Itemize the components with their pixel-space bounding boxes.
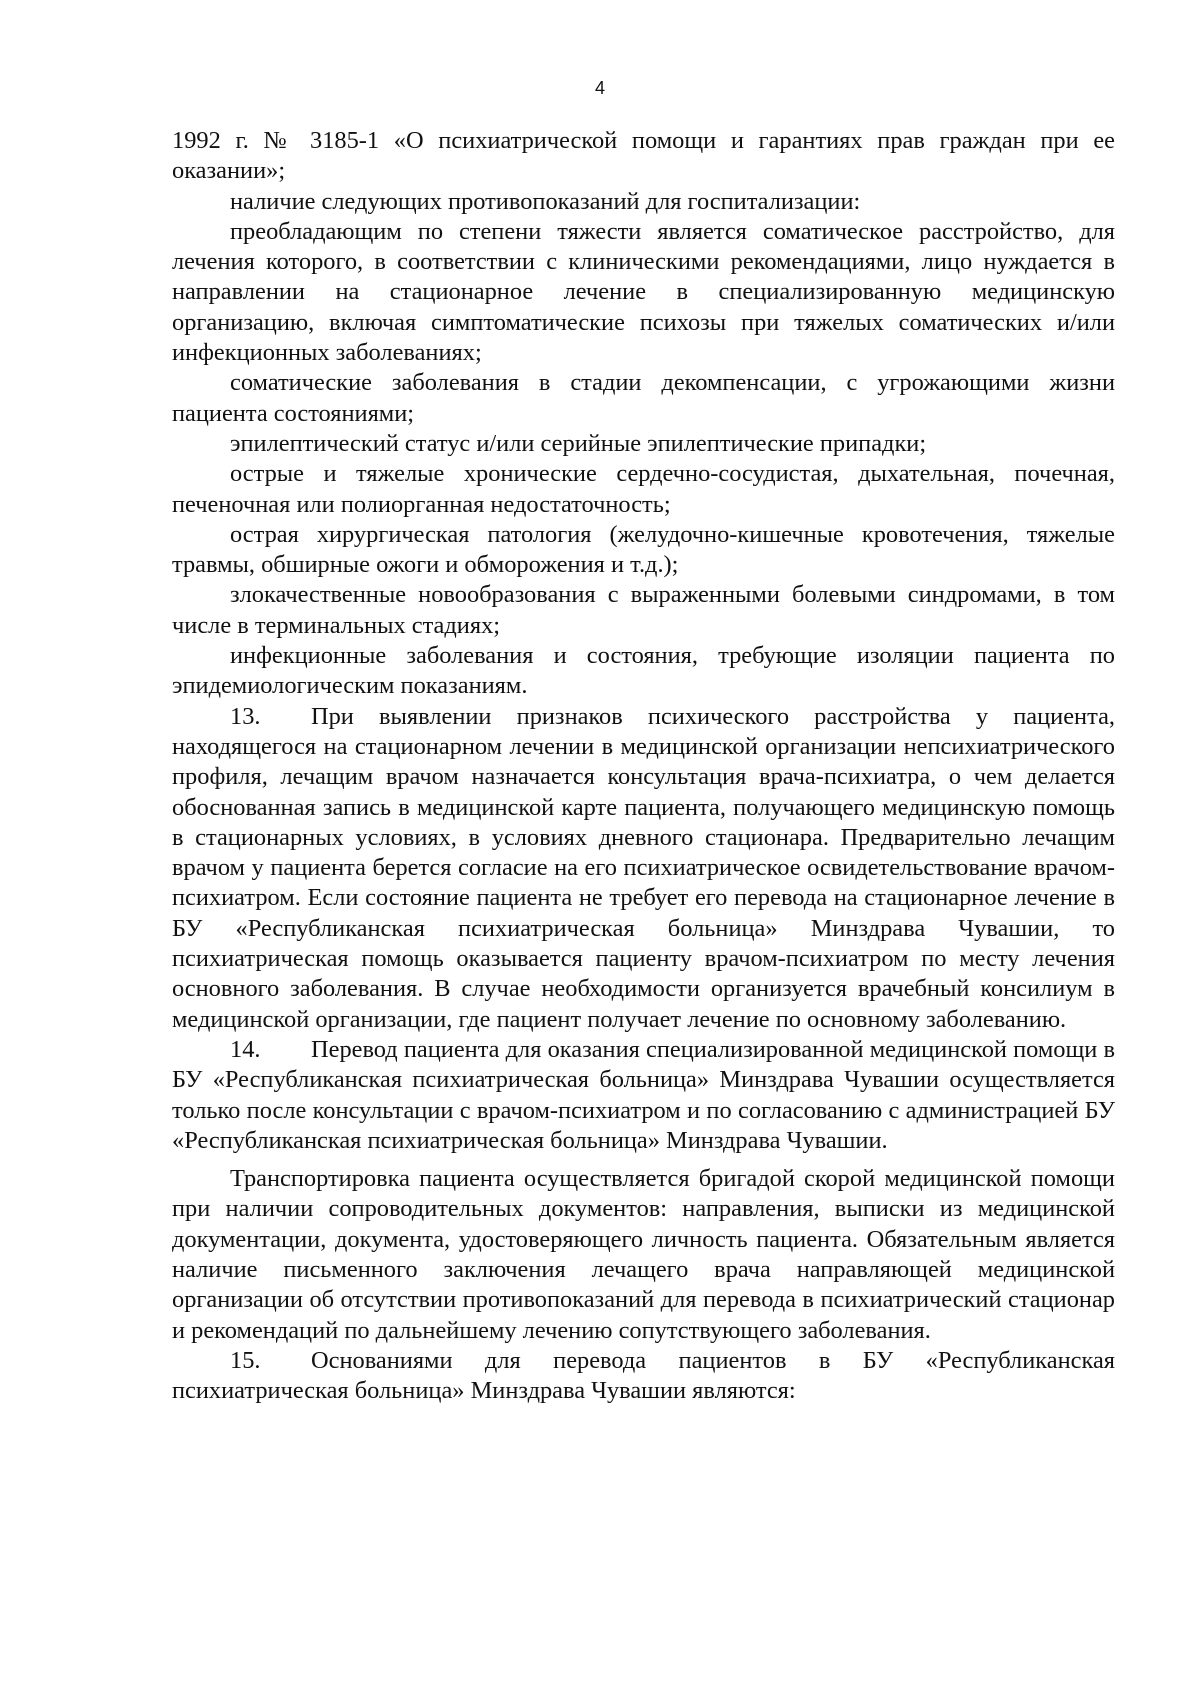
document-body bbox=[172, 126, 1115, 1406]
clause-text: При выявлении признаков психического расстройства у пациента, находящегося на стационарном лечении в медицинской организации непсихиатрического профиля, лечащим врачом назначается консультация врача-психиатра, о чем делается обоснованная запись в медицинской карте пациента, получающего медицинскую помощь в стационарных условиях, в условиях дневного стационара. Предварительно лечащим врачом у пациента берется согласие на его психиатрическое освидетельствование врачом-психиатром. Если состояние пациента не требует его перевода на стационарное лечение в БУ «Республиканская психиатрическая больница» Минздрава Чувашии, то психиатрическая помощь оказывается пациенту врачом-психиатром по месту лечения основного заболевания. В случае необходимости организуется врачебный консилиум в медицинской организации, где пациент получает лечение по основному заболеванию. bbox=[172, 702, 1115, 1033]
clause-text: Основаниями для перевода пациентов в БУ «Республиканская психиатрическая больница» Минздрава Чувашии являются: bbox=[172, 1346, 1115, 1405]
paragraph-decompensation: соматические заболевания в стадии декомпенсации, с угрожающими жизни пациента состояниями; bbox=[172, 369, 1115, 427]
clause-15 bbox=[172, 1346, 1115, 1407]
clause-14 bbox=[172, 1035, 1115, 1156]
paragraph-epileptic-status: эпилептический статус и/или серийные эпилептические припадки; bbox=[230, 429, 927, 457]
paragraph-transportation: Транспортировка пациента осуществляется бригадой скорой медицинской помощи при наличии сопроводительных документов: направления, выписки из медицинской документации, документа, удостоверяющего личность пациента. Обязательным является наличие письменного заключения лечащего врача направляющей медицинской организации об отсутствии противопоказаний для перевода в психиатрический стационар и рекомендаций по дальнейшему лечению сопутствующего заболевания. bbox=[172, 1165, 1115, 1344]
paragraph-infectious-diseases: инфекционные заболевания и состояния, требующие изоляции пациента по эпидемиологическим показаниям. bbox=[172, 642, 1115, 700]
clause-number: 15. bbox=[230, 1346, 261, 1374]
paragraph-surgical-pathology: острая хирургическая патология (желудочно-кишечные кровотечения, тяжелые травмы, обширные ожоги и обморожения и т.д.); bbox=[172, 520, 1115, 579]
clause-13 bbox=[172, 702, 1115, 1035]
paragraph-law-reference: 1992 г. № 3185-1 «О психиатрической помощи и гарантиях прав граждан при ее оказании»; bbox=[172, 127, 1115, 185]
paragraph-contraindications-intro: наличие следующих противопоказаний для госпитализации: bbox=[230, 187, 861, 215]
paragraph-somatic-disorder: преобладающим по степени тяжести является соматическое расстройство, для лечения которого, в соответствии с клиническими рекомендациями, лицо нуждается в направлении на стационарное лечение в специализированную медицинскую организацию, включая симптоматические психозы при тяжелых соматических и/или инфекционных заболеваниях; bbox=[172, 217, 1115, 367]
clause-number: 13. bbox=[230, 702, 261, 730]
page-number: 4 bbox=[594, 78, 605, 98]
paragraph-organ-failure: острые и тяжелые хронические сердечно-сосудистая, дыхательная, почечная, печеночная или полиорганная недостаточность; bbox=[172, 460, 1115, 518]
clause-number: 14. bbox=[230, 1035, 261, 1063]
paragraph-malignant-neoplasms: злокачественные новообразования с выраженными болевыми синдромами, в том числе в терминальных стадиях; bbox=[172, 581, 1115, 639]
clause-text: Перевод пациента для оказания специализированной медицинской помощи в БУ «Республиканская психиатрическая больница» Минздрава Чувашии осуществляется только после консультации с врачом-психиатром и по согласованию с администрацией БУ «Республиканская психиатрическая больница» Минздрава Чувашии. bbox=[172, 1035, 1115, 1154]
